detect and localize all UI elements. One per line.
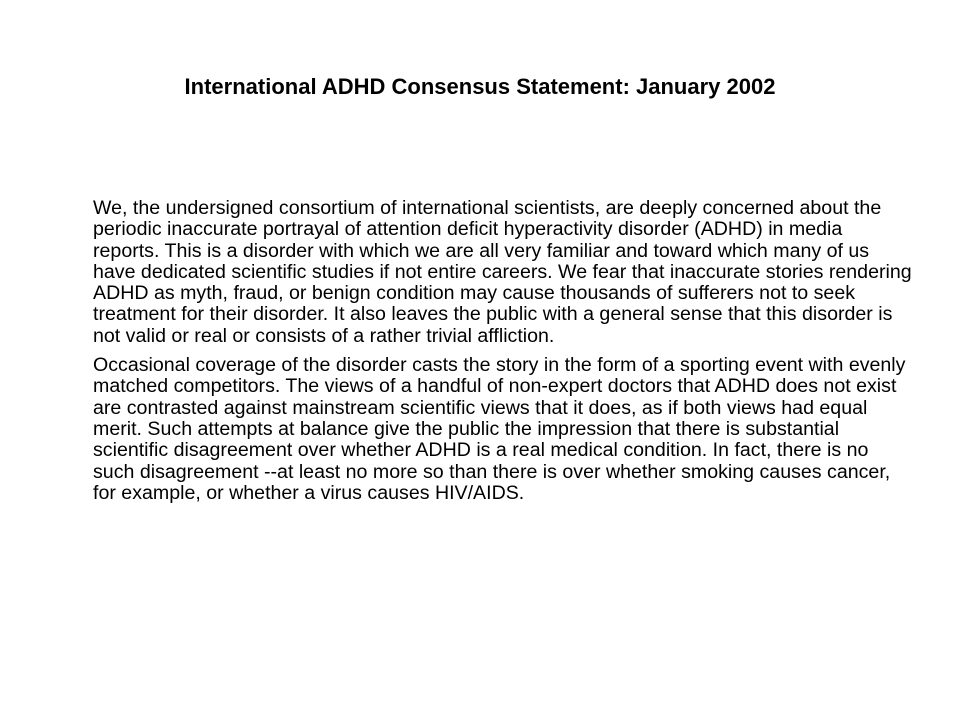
paragraph-concern: We, the undersigned consortium of international scientists, are deeply concerned about the periodic inaccurate portrayal of attention deficit hyperactivity disorder (ADHD) in media reports. This is a disorder with which we are all very familiar and toward which many of us have dedicated scientific studies if not entire careers. We fear that inaccurate stories rendering ADHD as myth, fraud, or benign condition may cause thousands of sufferers not to seek treatment for their disorder. It also leaves the public with a general sense that this disorder is not valid or real or consists of a rather trivial affliction. <box>93 197 912 347</box>
paragraph-coverage: Occasional coverage of the disorder casts the story in the form of a sporting event with evenly matched competitors. The views of a handful of non-expert doctors that ADHD does not exist are contrasted against mainstream scientific views that it does, as if both views had equal merit. Such attempts at balance give the public the impression that there is substantial scientific disagreement over whether ADHD is a real medical condition. In fact, there is no such disagreement --at least no more so than there is over whether smoking causes cancer, for example, or whether a virus causes HIV/AIDS. <box>93 354 906 504</box>
slide-body <box>93 198 913 512</box>
slide-title: International ADHD Consensus Statement: January 2002 <box>184 74 776 99</box>
